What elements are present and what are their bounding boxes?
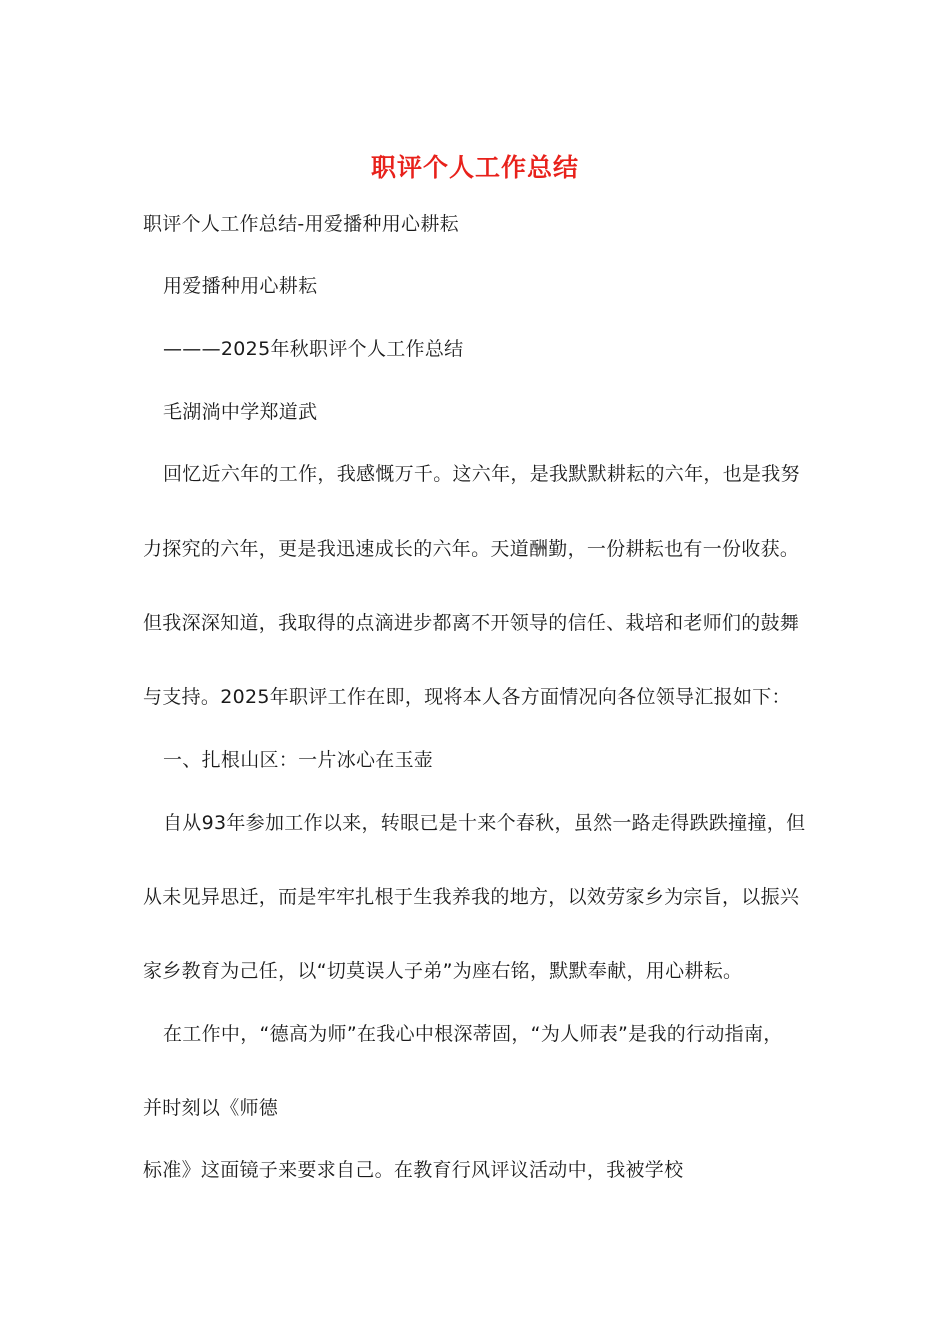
author-line: 毛湖淌中学郑道武 bbox=[163, 401, 318, 423]
paragraph-line: 自从93年参加工作以来，转眼已是十来个春秋，虽然一路走得跌跌撞撞，但 bbox=[163, 812, 806, 834]
heading-line: 用爱播种用心耕耘 bbox=[163, 275, 318, 297]
paragraph-line: 在工作中，“德高为师”在我心中根深蒂固，“为人师表”是我的行动指南， bbox=[163, 1023, 783, 1045]
paragraph-line: 与支持。2025年职评工作在即，现将本人各方面情况向各位领导汇报如下： bbox=[143, 686, 791, 708]
section-heading: 一、扎根山区：一片冰心在玉壶 bbox=[163, 749, 434, 771]
paragraph-line: 从未见异思迁，而是牢牢扎根于生我养我的地方，以效劳家乡为宗旨，以振兴 bbox=[143, 886, 800, 908]
paragraph-line: 但我深深知道，我取得的点滴进步都离不开领导的信任、栽培和老师们的鼓舞 bbox=[143, 612, 800, 634]
paragraph-line: 力探究的六年，更是我迅速成长的六年。天道酬勤，一份耕耘也有一份收获。 bbox=[143, 538, 800, 560]
subtitle-line: 职评个人工作总结-用爱播种用心耕耘 bbox=[143, 213, 459, 235]
document-title: 职评个人工作总结 bbox=[370, 153, 579, 182]
paragraph-line: 回忆近六年的工作，我感慨万千。这六年，是我默默耕耘的六年，也是我努 bbox=[163, 463, 800, 485]
paragraph-line: 标准》这面镜子来要求自己。在教育行风评议活动中，我被学校 bbox=[143, 1159, 684, 1181]
paragraph-line: 并时刻以《师德 bbox=[143, 1097, 279, 1119]
paragraph-line: 家乡教育为己任，以“切莫误人子弟”为座右铭，默默奉献，用心耕耘。 bbox=[143, 960, 743, 982]
subheading-line: ———2025年秋职评个人工作总结 bbox=[163, 338, 464, 360]
